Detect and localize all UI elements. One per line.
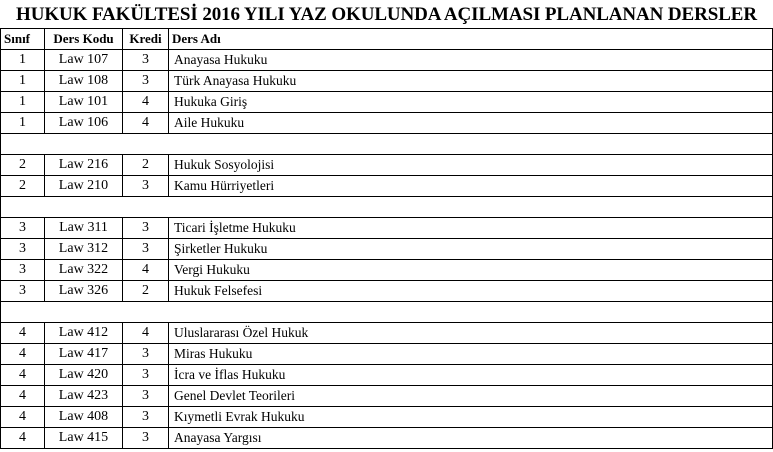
cell-kredi: 3 (123, 176, 169, 197)
cell-sinif: 4 (1, 407, 45, 428)
cell-ders-kodu: Law 108 (45, 71, 123, 92)
cell-sinif: 4 (1, 323, 45, 344)
cell-ders-adi: Kıymetli Evrak Hukuku (169, 407, 773, 428)
cell-ders-adi: Miras Hukuku (169, 344, 773, 365)
table-row (1, 407, 773, 428)
cell-sinif: 4 (1, 428, 45, 449)
group-separator-row (1, 302, 773, 323)
table-row (1, 239, 773, 260)
cell-ders-kodu: Law 326 (45, 281, 123, 302)
table-row (1, 365, 773, 386)
page-title: HUKUK FAKÜLTESİ 2016 YILI YAZ OKULUNDA AÇILMASI PLANLANAN DERSLER (16, 4, 757, 25)
cell-ders-kodu: Law 415 (45, 428, 123, 449)
cell-sinif: 4 (1, 344, 45, 365)
cell-ders-adi: Uluslararası Özel Hukuk (169, 323, 773, 344)
cell-kredi: 3 (123, 407, 169, 428)
cell-ders-adi: Hukuk Felsefesi (169, 281, 773, 302)
column-header-ders-kodu: Ders Kodu (45, 29, 123, 50)
cell-kredi: 3 (123, 218, 169, 239)
table-row (1, 344, 773, 365)
cell-kredi: 3 (123, 71, 169, 92)
table-row (1, 386, 773, 407)
cell-sinif: 1 (1, 71, 45, 92)
column-header-ders-adi: Ders Adı (169, 29, 773, 50)
empty-cell (1, 134, 773, 155)
cell-kredi: 4 (123, 92, 169, 113)
cell-ders-kodu: Law 312 (45, 239, 123, 260)
cell-sinif: 1 (1, 92, 45, 113)
cell-ders-kodu: Law 420 (45, 365, 123, 386)
cell-kredi: 3 (123, 344, 169, 365)
cell-ders-adi: Hukuk Sosyolojisi (169, 155, 773, 176)
cell-ders-kodu: Law 412 (45, 323, 123, 344)
cell-sinif: 1 (1, 50, 45, 71)
cell-kredi: 3 (123, 50, 169, 71)
cell-sinif: 1 (1, 113, 45, 134)
empty-cell (1, 302, 773, 323)
cell-kredi: 3 (123, 239, 169, 260)
cell-sinif: 4 (1, 386, 45, 407)
cell-sinif: 2 (1, 155, 45, 176)
cell-sinif: 4 (1, 365, 45, 386)
cell-ders-kodu: Law 216 (45, 155, 123, 176)
table-row (1, 92, 773, 113)
cell-sinif: 3 (1, 218, 45, 239)
cell-ders-adi: Şirketler Hukuku (169, 239, 773, 260)
cell-ders-adi: Kamu Hürriyetleri (169, 176, 773, 197)
table-header-row (1, 29, 773, 50)
cell-sinif: 3 (1, 281, 45, 302)
cell-ders-adi: Anayasa Yargısı (169, 428, 773, 449)
cell-ders-kodu: Law 210 (45, 176, 123, 197)
cell-ders-adi: İcra ve İflas Hukuku (169, 365, 773, 386)
column-header-sinif: Sınıf (1, 29, 45, 50)
cell-ders-kodu: Law 311 (45, 218, 123, 239)
column-header-kredi: Kredi (123, 29, 169, 50)
cell-ders-kodu: Law 107 (45, 50, 123, 71)
cell-ders-adi: Hukuka Giriş (169, 92, 773, 113)
cell-sinif: 2 (1, 176, 45, 197)
table-row (1, 428, 773, 449)
table-row (1, 323, 773, 344)
empty-cell (1, 197, 773, 218)
cell-ders-adi: Ticari İşletme Hukuku (169, 218, 773, 239)
cell-kredi: 3 (123, 386, 169, 407)
course-table (0, 28, 773, 449)
cell-ders-kodu: Law 423 (45, 386, 123, 407)
table-body (1, 50, 773, 449)
group-separator-row (1, 197, 773, 218)
cell-ders-kodu: Law 101 (45, 92, 123, 113)
cell-kredi: 3 (123, 428, 169, 449)
cell-kredi: 2 (123, 281, 169, 302)
group-separator-row (1, 134, 773, 155)
table-row (1, 50, 773, 71)
table-row (1, 71, 773, 92)
table-row (1, 176, 773, 197)
table-row (1, 281, 773, 302)
table-row (1, 155, 773, 176)
table-row (1, 260, 773, 281)
cell-kredi: 4 (123, 260, 169, 281)
cell-ders-kodu: Law 408 (45, 407, 123, 428)
cell-ders-kodu: Law 106 (45, 113, 123, 134)
table-row (1, 113, 773, 134)
table-row (1, 218, 773, 239)
cell-ders-adi: Vergi Hukuku (169, 260, 773, 281)
cell-ders-kodu: Law 322 (45, 260, 123, 281)
cell-kredi: 4 (123, 323, 169, 344)
cell-ders-kodu: Law 417 (45, 344, 123, 365)
cell-ders-adi: Türk Anayasa Hukuku (169, 71, 773, 92)
cell-ders-adi: Aile Hukuku (169, 113, 773, 134)
cell-ders-adi: Genel Devlet Teorileri (169, 386, 773, 407)
cell-kredi: 2 (123, 155, 169, 176)
cell-kredi: 4 (123, 113, 169, 134)
cell-kredi: 3 (123, 365, 169, 386)
cell-sinif: 3 (1, 239, 45, 260)
cell-ders-adi: Anayasa Hukuku (169, 50, 773, 71)
cell-sinif: 3 (1, 260, 45, 281)
